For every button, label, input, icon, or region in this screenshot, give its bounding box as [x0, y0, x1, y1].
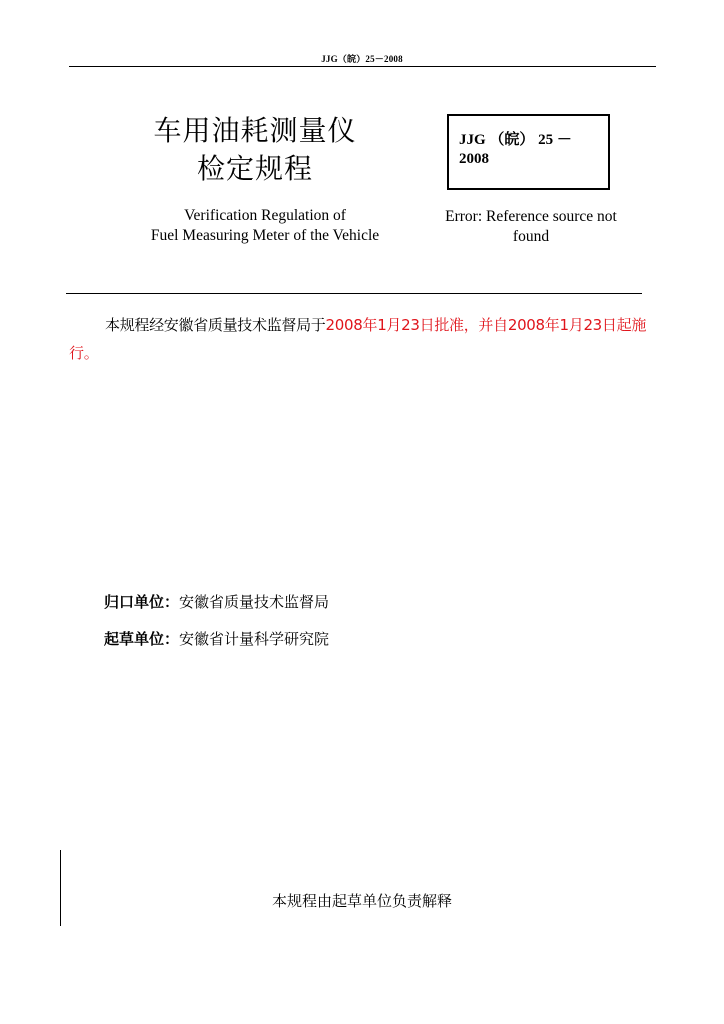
margin-bar — [60, 850, 61, 926]
drafting-unit-label: 起草单位： — [104, 630, 180, 648]
responsible-unit-label: 归口单位： — [104, 593, 180, 611]
standard-code-line-1: JJG （皖） 25 － — [459, 132, 572, 148]
approval-date-highlight: 2008年1月23日批准，并自2008年1月23日起施行。 — [69, 316, 647, 362]
standard-code-line-2: 2008 — [459, 151, 489, 167]
error-reference-line-2: found — [512, 228, 550, 245]
document-title — [110, 112, 400, 188]
approval-prefix: 本规程经安徽省质量技术监督局于 — [105, 316, 326, 334]
interpretation-note: 本规程由起草单位负责解释 — [271, 892, 452, 910]
drafting-unit — [104, 628, 329, 649]
section-divider — [66, 293, 642, 294]
error-reference-line-1: Error: Reference source not — [445, 208, 617, 225]
drafting-unit-value: 安徽省计量科学研究院 — [179, 630, 330, 648]
running-header: JJG（皖）25－2008 — [321, 54, 403, 64]
title-line-2: 检定规程 — [196, 152, 313, 185]
header-divider — [69, 66, 656, 67]
english-title — [110, 206, 420, 246]
english-title-line-1: Verification Regulation of — [184, 207, 346, 224]
approval-statement — [69, 311, 659, 367]
responsible-unit-value: 安徽省质量技术监督局 — [179, 593, 330, 611]
responsible-unit — [104, 591, 329, 612]
error-reference-text — [430, 207, 632, 247]
english-title-line-2: Fuel Measuring Meter of the Vehicle — [150, 227, 380, 244]
title-line-1: 车用油耗测量仪 — [153, 114, 357, 147]
standard-code-box — [447, 114, 610, 190]
